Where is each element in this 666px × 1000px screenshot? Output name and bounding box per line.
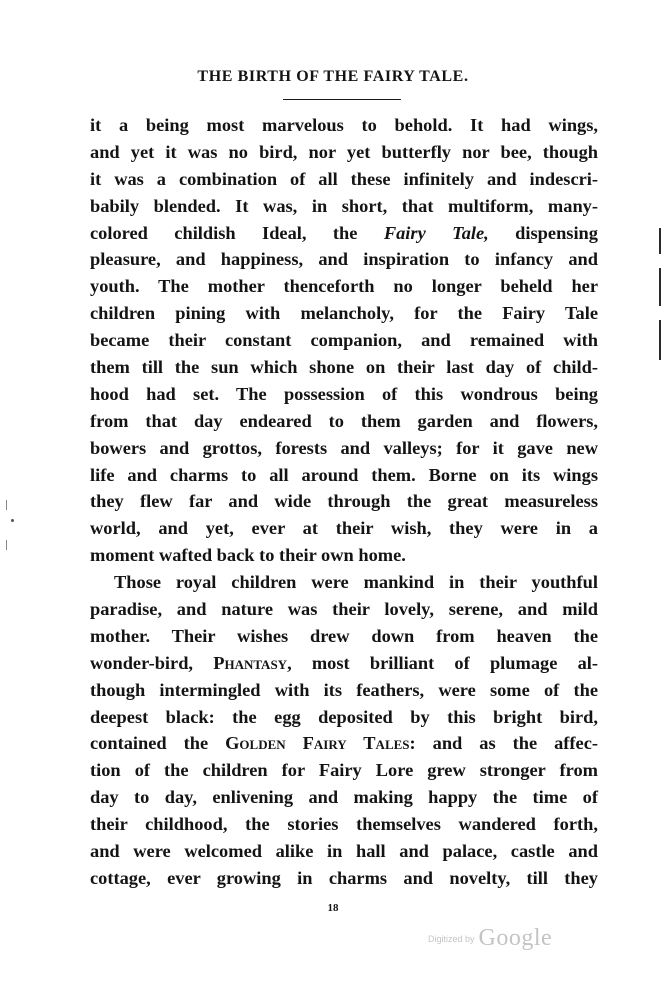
text-line: it was a combination of all these infinitely and indescri- bbox=[90, 168, 598, 189]
text-segment: most brilliant of plumage al- bbox=[291, 652, 599, 673]
text-line: their childhood, the stories themselves wandered forth, bbox=[90, 814, 598, 835]
text-segment: colored childish Ideal, the bbox=[90, 222, 384, 243]
italic-title: Fairy Tale, bbox=[383, 222, 489, 243]
text-line: from that day endeared to them garden and flowers, bbox=[90, 410, 598, 431]
watermark-prefix: Digitized by bbox=[428, 934, 475, 944]
text-segment: dispensing bbox=[488, 222, 598, 243]
text-line bbox=[90, 650, 598, 677]
text-segment: wonder-bird, bbox=[90, 652, 214, 673]
body-text bbox=[90, 112, 598, 892]
text-line: children pining with melancholy, for the Fairy Tale bbox=[90, 303, 598, 324]
text-line: it a being most marvelous to behold. It had wings, bbox=[90, 115, 598, 135]
text-line bbox=[90, 220, 598, 247]
paragraph-first-line: Those royal children were mankind in their youthful bbox=[114, 572, 598, 593]
text-line: them till the sun which shone on their last day of child- bbox=[90, 357, 598, 378]
text-line: world, and yet, ever at their wish, they were in a bbox=[90, 518, 598, 539]
margin-scan-dot bbox=[11, 519, 14, 522]
text-line: cottage, ever growing in charms and novelty, till they bbox=[90, 867, 598, 888]
text-line: mother. Their wishes drew down from heaven the bbox=[90, 625, 598, 646]
text-line: deepest black: the egg deposited by this bright bird, bbox=[90, 706, 598, 727]
text-line: though intermingled with its feathers, were some of the bbox=[90, 679, 598, 700]
text-line: paradise, and nature was their lovely, serene, and mild bbox=[90, 599, 598, 620]
watermark-brand: Google bbox=[478, 925, 553, 951]
small-caps-name: Phantasy, bbox=[213, 652, 292, 673]
page-number: 18 bbox=[327, 902, 339, 914]
text-line: life and charms to all around them. Borne on its wings bbox=[90, 464, 598, 485]
text-line: day to day, enlivening and making happy the time of bbox=[90, 787, 598, 808]
digitized-watermark bbox=[428, 925, 552, 952]
margin-scan-mark bbox=[6, 500, 7, 510]
text-line: pleasure, and happiness, and inspiration to infancy and bbox=[90, 249, 598, 270]
text-line: youth. The mother thenceforth no longer beheld her bbox=[90, 276, 598, 297]
text-line: and were welcomed alike in hall and palace, castle and bbox=[90, 841, 598, 862]
text-segment: contained the bbox=[90, 733, 226, 754]
text-line: moment wafted back to their own home. bbox=[90, 545, 406, 566]
text-line: hood had set. The possession of this wondrous being bbox=[90, 383, 598, 404]
text-line bbox=[90, 730, 598, 757]
margin-scan-mark bbox=[659, 320, 661, 360]
text-line: and yet it was no bird, nor yet butterfly nor bee, though bbox=[90, 141, 598, 162]
text-segment: and as the affec- bbox=[415, 733, 598, 754]
margin-scan-mark bbox=[6, 540, 7, 550]
text-line: babily blended. It was, in short, that multiform, many- bbox=[90, 195, 598, 216]
small-caps-title: Golden Fairy Tales: bbox=[225, 733, 416, 754]
margin-scan-mark bbox=[659, 268, 661, 306]
margin-scan-mark bbox=[659, 228, 661, 254]
text-line: became their constant companion, and remained with bbox=[90, 330, 598, 351]
text-line: they flew far and wide through the great measureless bbox=[90, 491, 598, 512]
running-head: THE BIRTH OF THE FAIRY TALE. bbox=[197, 68, 469, 85]
text-line: tion of the children for Fairy Lore grew stronger from bbox=[90, 760, 598, 781]
head-rule bbox=[283, 99, 401, 100]
text-line: bowers and grottos, forests and valleys; for it gave new bbox=[90, 437, 598, 458]
